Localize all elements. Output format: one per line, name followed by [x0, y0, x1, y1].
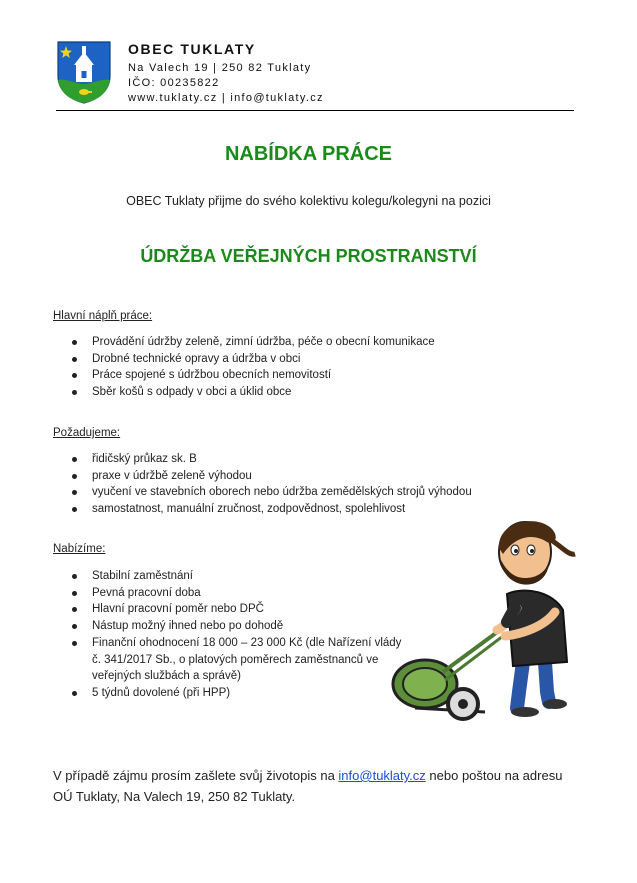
- section-label-offer: Nabízíme:: [53, 543, 106, 555]
- list-item: Finanční ohodnocení 18 000 – 23 000 Kč (dle Nařízení vlády č. 341/2017 Sb., o platových poměrech zaměstnanců ve veřejných službách a správě): [70, 635, 408, 685]
- header-divider: [56, 110, 574, 111]
- list-item: Práce spojené s údržbou obecních nemovitostí: [70, 367, 490, 384]
- list-item: Nástup možný ihned nebo po dohodě: [70, 618, 408, 635]
- organization-address: Na Valech 19 | 250 82 Tuklaty: [128, 62, 312, 74]
- list-item: Sběr košů s odpady v obci a úklid obce: [70, 384, 490, 401]
- duties-list: [70, 334, 490, 401]
- section-label-requirements: Požadujeme:: [53, 427, 121, 439]
- list-item: Stabilní zaměstnání: [70, 568, 408, 585]
- list-item: vyučení ve stavebních oborech nebo údržba zemědělských strojů výhodou: [70, 484, 530, 501]
- list-item: Provádění údržby zeleně, zimní údržba, péče o obecní komunikace: [70, 334, 490, 351]
- email-link[interactable]: info@tuklaty.cz: [338, 768, 426, 783]
- closing-paragraph: [53, 765, 573, 807]
- lawn-mower-man-illustration: [385, 512, 585, 737]
- page-title: NABÍDKA PRÁCE: [224, 143, 393, 165]
- list-item: Pevná pracovní doba: [70, 585, 408, 602]
- organization-contact: www.tuklaty.cz | info@tuklaty.cz: [128, 92, 324, 104]
- village-crest-icon: [56, 40, 112, 104]
- section-label-duties: Hlavní náplň práce:: [53, 310, 153, 322]
- closing-text-after: nebo poštou na adresu OÚ Tuklaty, Na Valech 19, 250 82 Tuklaty.: [53, 768, 563, 804]
- position-title: ÚDRŽBA VEŘEJNÝCH PROSTRANSTVÍ: [140, 246, 477, 266]
- list-item: 5 týdnů dovolené (při HPP): [70, 685, 408, 702]
- list-item: řidičský průkaz sk. B: [70, 451, 530, 468]
- list-item: Hlavní pracovní poměr nebo DPČ: [70, 601, 408, 618]
- requirements-list: [70, 451, 530, 518]
- list-item: samostatnost, manuální zručnost, zodpovědnost, spolehlivost: [70, 501, 530, 518]
- closing-text-before: V případě zájmu prosím zašlete svůj životopis na: [53, 768, 339, 783]
- list-item: Drobné technické opravy a údržba v obci: [70, 351, 490, 368]
- offer-list: [70, 568, 408, 702]
- list-item: praxe v údržbě zeleně výhodou: [70, 468, 530, 485]
- organization-ico: IČO: 00235822: [128, 77, 220, 89]
- intro-text: OBEC Tuklaty přijme do svého kolektivu kolegu/kolegyni na pozici: [126, 194, 491, 208]
- organization-name: OBEC TUKLATY: [128, 41, 256, 57]
- letterhead: [56, 38, 574, 108]
